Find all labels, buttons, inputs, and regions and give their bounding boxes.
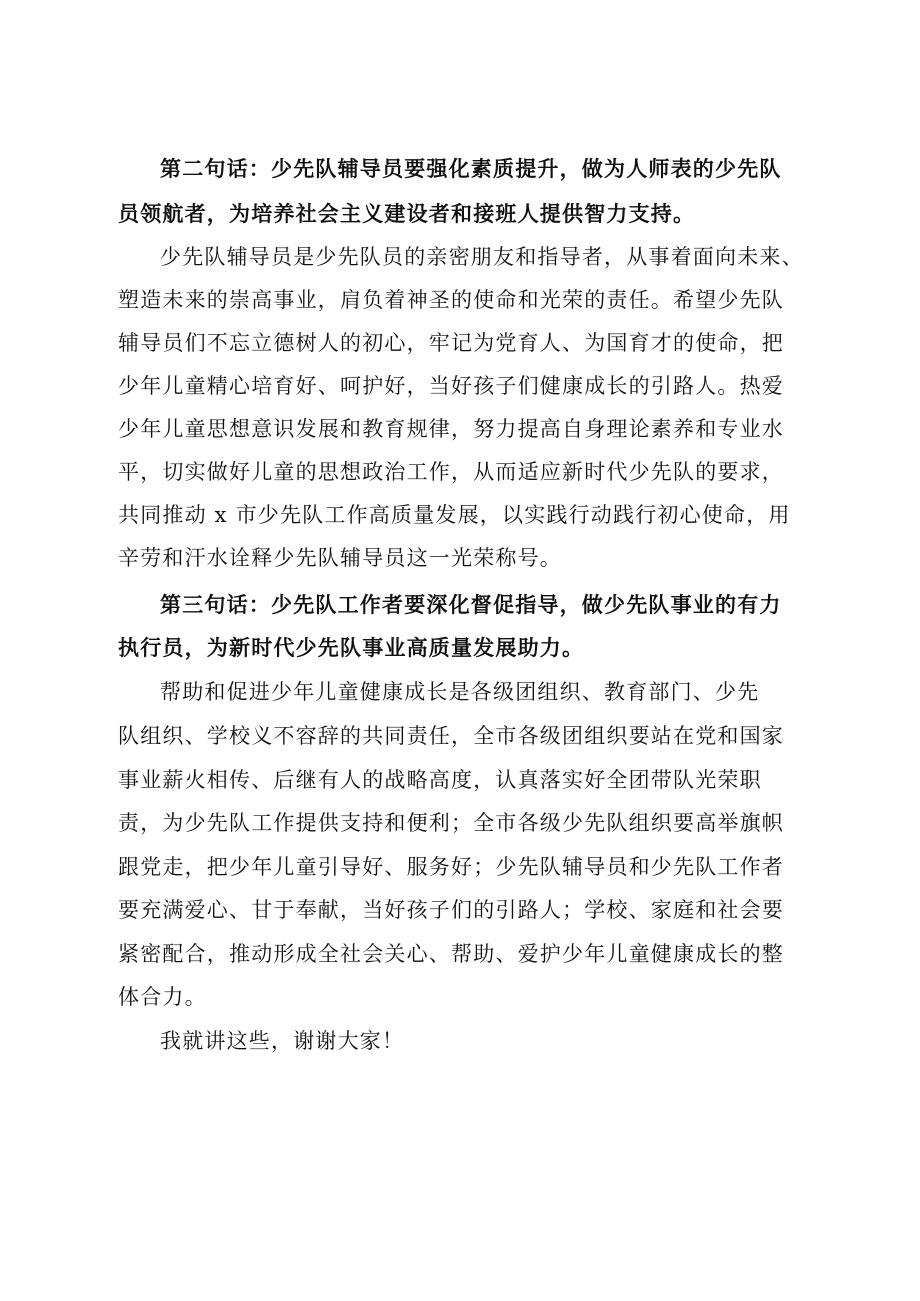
section3-body-line-1: 帮助和促进少年儿童健康成长是各级团组织、教育部门、少先 <box>160 680 760 704</box>
section2-body-line-8: 辛劳和汗水诠释少先队辅导员这一光荣称号。 <box>118 546 562 570</box>
section3-heading-line-2: 执行员，为新时代少先队事业高质量发展助力。 <box>118 635 585 660</box>
section2-body-line-3: 辅导员们不忘立德树人的初心，牢记为党育人、为国育才的使命，把 <box>118 331 784 355</box>
section2-body-line-7: 共同推动 x 市少先队工作高质量发展，以实践行动践行初心使命，用 <box>118 503 791 527</box>
closing-line: 我就讲这些，谢谢大家！ <box>160 1029 405 1053</box>
section2-body-line-6: 平，切实做好儿童的思想政治工作，从而适应新时代少先队的要求， <box>118 460 784 484</box>
section2-body-line-5: 少年儿童思想意识发展和教育规律，努力提高自身理论素养和专业水 <box>118 417 784 441</box>
section3-body-line-4: 责，为少先队工作提供支持和便利；全市各级少先队组织要高举旗帜 <box>118 811 784 835</box>
section2-heading-line-2: 员领航者，为培养社会主义建设者和接班人提供智力支持。 <box>118 201 696 226</box>
section3-body-line-8: 体合力。 <box>118 985 207 1009</box>
section3-body-line-7: 紧密配合，推动形成全社会关心、帮助、爱护少年儿童健康成长的整 <box>118 942 784 966</box>
section3-body-line-2: 队组织、学校义不容辞的共同责任，全市各级团组织要站在党和国家 <box>118 724 784 748</box>
section2-body-line-1: 少先队辅导员是少先队员的亲密朋友和指导者，从事着面向未来、 <box>160 245 804 269</box>
section3-body-line-5: 跟党走，把少年儿童引导好、服务好；少先队辅导员和少先队工作者 <box>118 855 784 879</box>
section2-body-line-2: 塑造未来的崇高事业，肩负着神圣的使命和光荣的责任。希望少先队 <box>118 288 784 312</box>
section2-heading-line-1: 第二句话：少先队辅导员要强化素质提升，做为人师表的少先队 <box>160 156 782 181</box>
section3-body-line-6: 要充满爱心、甘于奉献，当好孩子们的引路人；学校、家庭和社会要 <box>118 898 784 922</box>
section2-body-line-4: 少年儿童精心培育好、呵护好，当好孩子们健康成长的引路人。热爱 <box>118 374 784 398</box>
section3-heading-line-1: 第三句话：少先队工作者要深化督促指导，做少先队事业的有力 <box>160 592 782 617</box>
section3-body-line-3: 事业薪火相传、后继有人的战略高度，认真落实好全团带队光荣职 <box>118 768 762 792</box>
